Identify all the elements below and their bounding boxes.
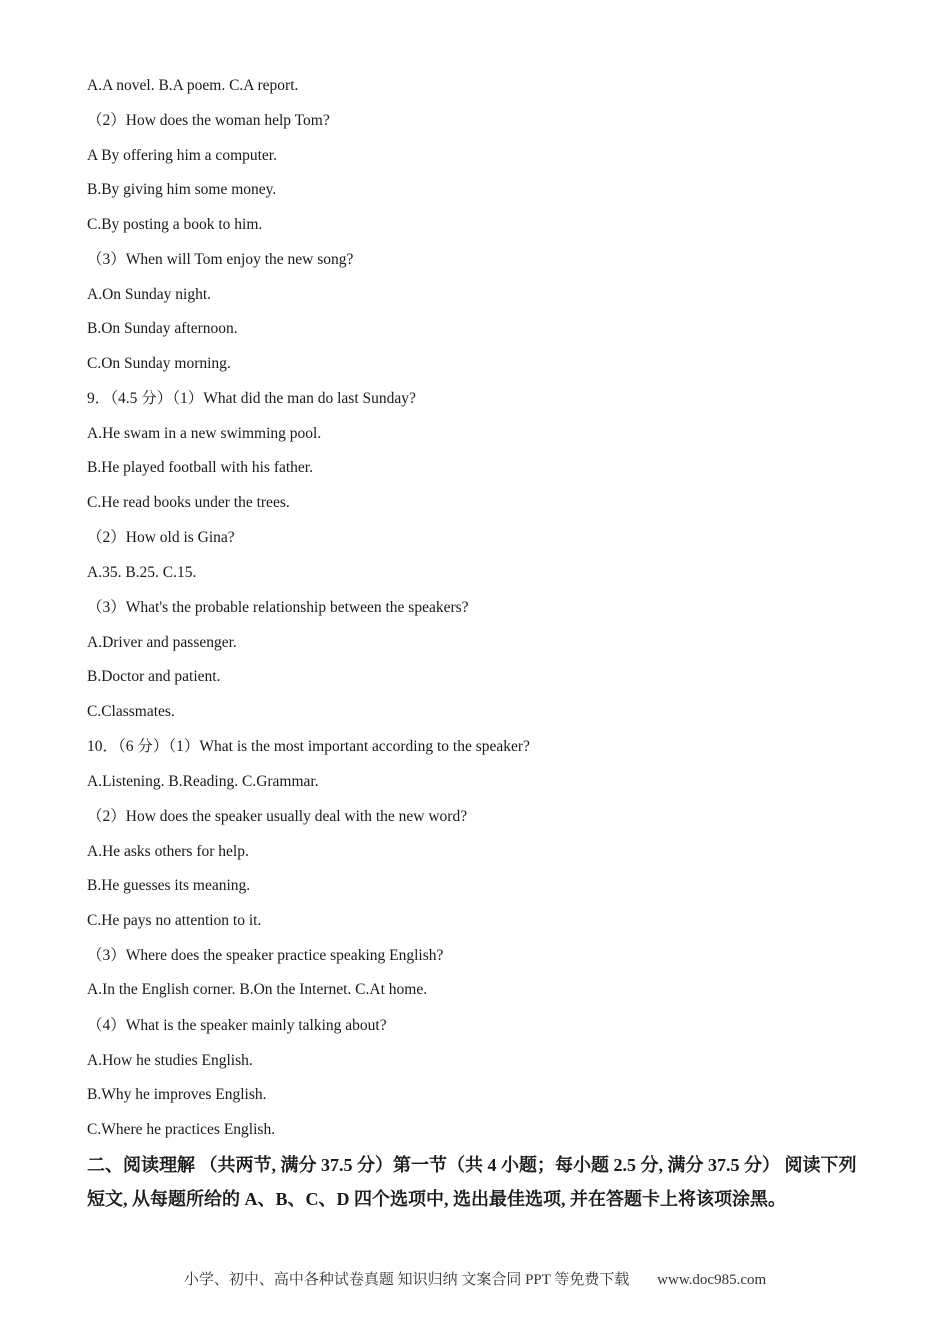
question-line: A.A novel. B.A poem. C.A report. (87, 77, 299, 94)
question-line: C.By posting a book to him. (87, 216, 263, 233)
question-line: C.He read books under the trees. (87, 494, 290, 511)
question-line: （2）How does the speaker usually deal with the new word? (87, 808, 468, 825)
question-line: （3）When will Tom enjoy the new song? (87, 251, 354, 268)
question-line: B.Why he improves English. (87, 1086, 267, 1103)
question-line: （3）What's the probable relationship between the speakers? (87, 599, 469, 616)
question-line: C.He pays no attention to it. (87, 912, 262, 929)
question-line: （2）How does the woman help Tom? (87, 112, 330, 129)
question-line: B.Doctor and patient. (87, 668, 221, 685)
question-line: A.35. B.25. C.15. (87, 564, 197, 581)
question-line: （2）How old is Gina? (87, 529, 235, 546)
question-line: B.He guesses its meaning. (87, 877, 251, 894)
question-line: A.In the English corner. B.On the Internet. C.At home. (87, 981, 428, 998)
question-line: B.He played football with his father. (87, 459, 313, 476)
question-line: C.Classmates. (87, 703, 175, 720)
question-line: A.Driver and passenger. (87, 634, 237, 651)
question-line: （4）What is the speaker mainly talking about? (87, 1017, 387, 1034)
question-line: A.He swam in a new swimming pool. (87, 425, 322, 442)
question-line: A.Listening. B.Reading. C.Grammar. (87, 773, 319, 790)
question-line: A.On Sunday night. (87, 286, 211, 303)
question-line: B.By giving him some money. (87, 181, 277, 198)
footer-url[interactable]: www.doc985.com (657, 1272, 767, 1288)
page-footer (0, 1270, 950, 1290)
question-line: A.How he studies English. (87, 1052, 253, 1069)
question-line: C.Where he practices English. (87, 1121, 276, 1138)
question-line: 9．（4.5 分）（1）What did the man do last Sunday? (87, 390, 416, 407)
footer-text: 小学、初中、高中各种试卷真题 知识归纳 文案合同 PPT 等免费下载 (183, 1272, 630, 1288)
question-line: C.On Sunday morning. (87, 355, 231, 372)
question-line: B.On Sunday afternoon. (87, 320, 238, 337)
section-heading: 二、阅读理解 （共两节, 满分 37.5 分）第一节（共 4 小题；每小题 2.5 分, 满分 37.5 分） 阅读下列短文, 从每题所给的 A、B、C、D 四个选项中, 选出最佳选项, 并在答题卡上将该项涂黑。 (87, 1155, 857, 1209)
question-line: A.He asks others for help. (87, 843, 249, 860)
question-line: （3）Where does the speaker practice speaking English? (87, 947, 444, 964)
question-line: 10．（6 分）（1）What is the most important according to the speaker? (87, 738, 530, 755)
question-line: A By offering him a computer. (87, 147, 277, 164)
